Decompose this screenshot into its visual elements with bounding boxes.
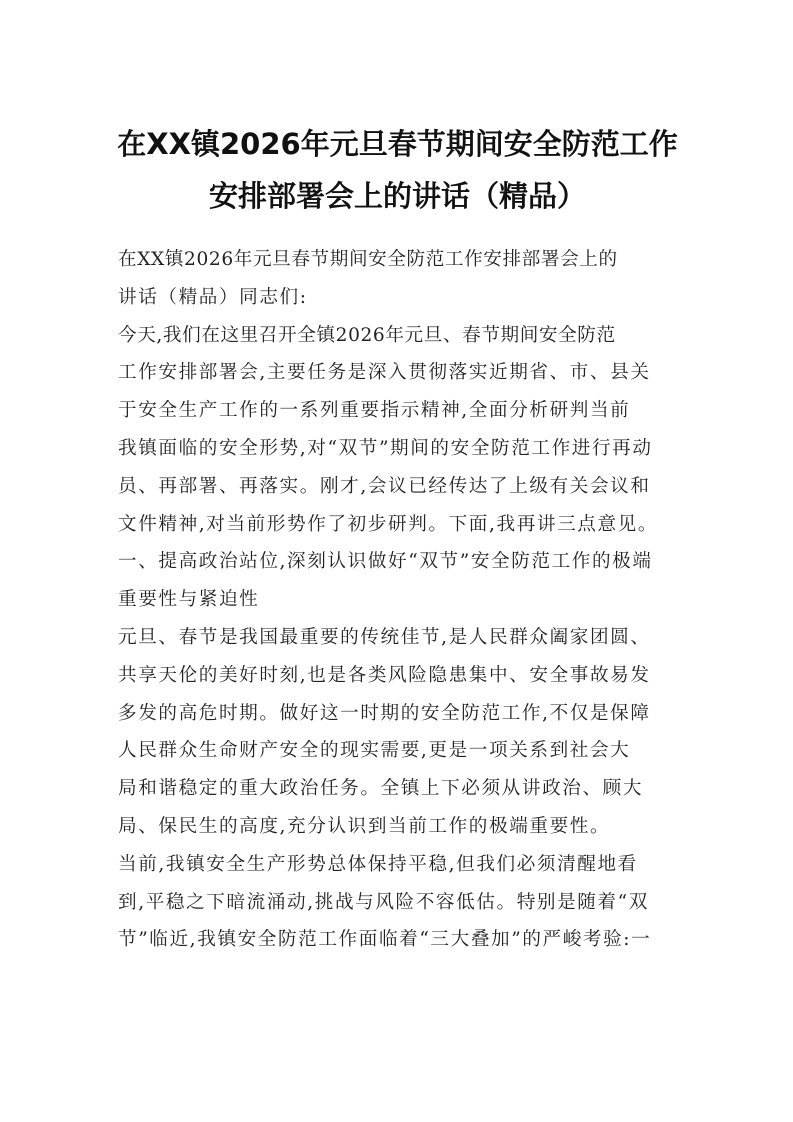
text-line: 局、保民生的高度,充分认识到当前工作的极端重要性。 <box>118 815 611 837</box>
text-line: 讲话（精品）同志们: <box>118 286 308 308</box>
title-line-1: 在XX镇2026年元旦春节期间安全防范工作 <box>117 127 678 161</box>
text-line: 人民群众生命财产安全的现实需要,更是一项关系到社会大 <box>118 740 631 762</box>
text-line: 到,平稳之下暗流涌动,挑战与风险不容低估。特别是随着“双 <box>118 891 649 913</box>
text-line: 于安全生产工作的一系列重要指示精神,全面分析研判当前 <box>118 400 631 422</box>
text-line: 员、再部署、再落实。刚才,会议已经传达了上级有关会议和 <box>118 475 651 497</box>
paragraph-opening <box>118 317 678 544</box>
text-line: 节”临近,我镇安全防范工作面临着“三大叠加”的严峻考验:一 <box>118 929 652 951</box>
paragraph-situation <box>118 846 678 959</box>
text-line: 一、提高政治站位,深刻认识做好“双节”安全防范工作的极端 <box>118 551 653 573</box>
text-line: 元旦、春节是我国最重要的传统佳节,是人民群众阖家团圆、 <box>118 626 651 648</box>
text-line: 多发的高危时期。做好这一时期的安全防范工作,不仅是保障 <box>118 702 651 724</box>
text-line: 共享天伦的美好时刻,也是各类风险隐患集中、安全事故易发 <box>118 664 651 686</box>
document-title <box>100 118 695 222</box>
text-line: 重要性与紧迫性 <box>118 589 260 611</box>
paragraph-importance <box>118 619 678 846</box>
text-line: 局和谐稳定的重大政治任务。全镇上下必须从讲政治、顾大 <box>118 778 644 800</box>
paragraph-greeting <box>118 241 678 317</box>
text-line: 工作安排部署会,主要任务是深入贯彻落实近期省、市、县关 <box>118 362 651 384</box>
text-line: 文件精神,对当前形势作了初步研判。下面,我再讲三点意见。 <box>118 513 659 535</box>
section-heading-1 <box>118 543 678 619</box>
text-line: 今天,我们在这里召开全镇2026年元旦、春节期间安全防范 <box>118 324 616 346</box>
text-line: 在XX镇2026年元旦春节期间安全防范工作安排部署会上的 <box>118 249 618 270</box>
text-line: 我镇面临的安全形势,对“双节”期间的安全防范工作进行再动 <box>118 437 653 459</box>
text-line: 当前,我镇安全生产形势总体保持平稳,但我们必须清醒地看 <box>118 853 638 875</box>
document-body <box>118 241 678 959</box>
title-line-2: 安排部署会上的讲话（精品） <box>208 179 586 213</box>
